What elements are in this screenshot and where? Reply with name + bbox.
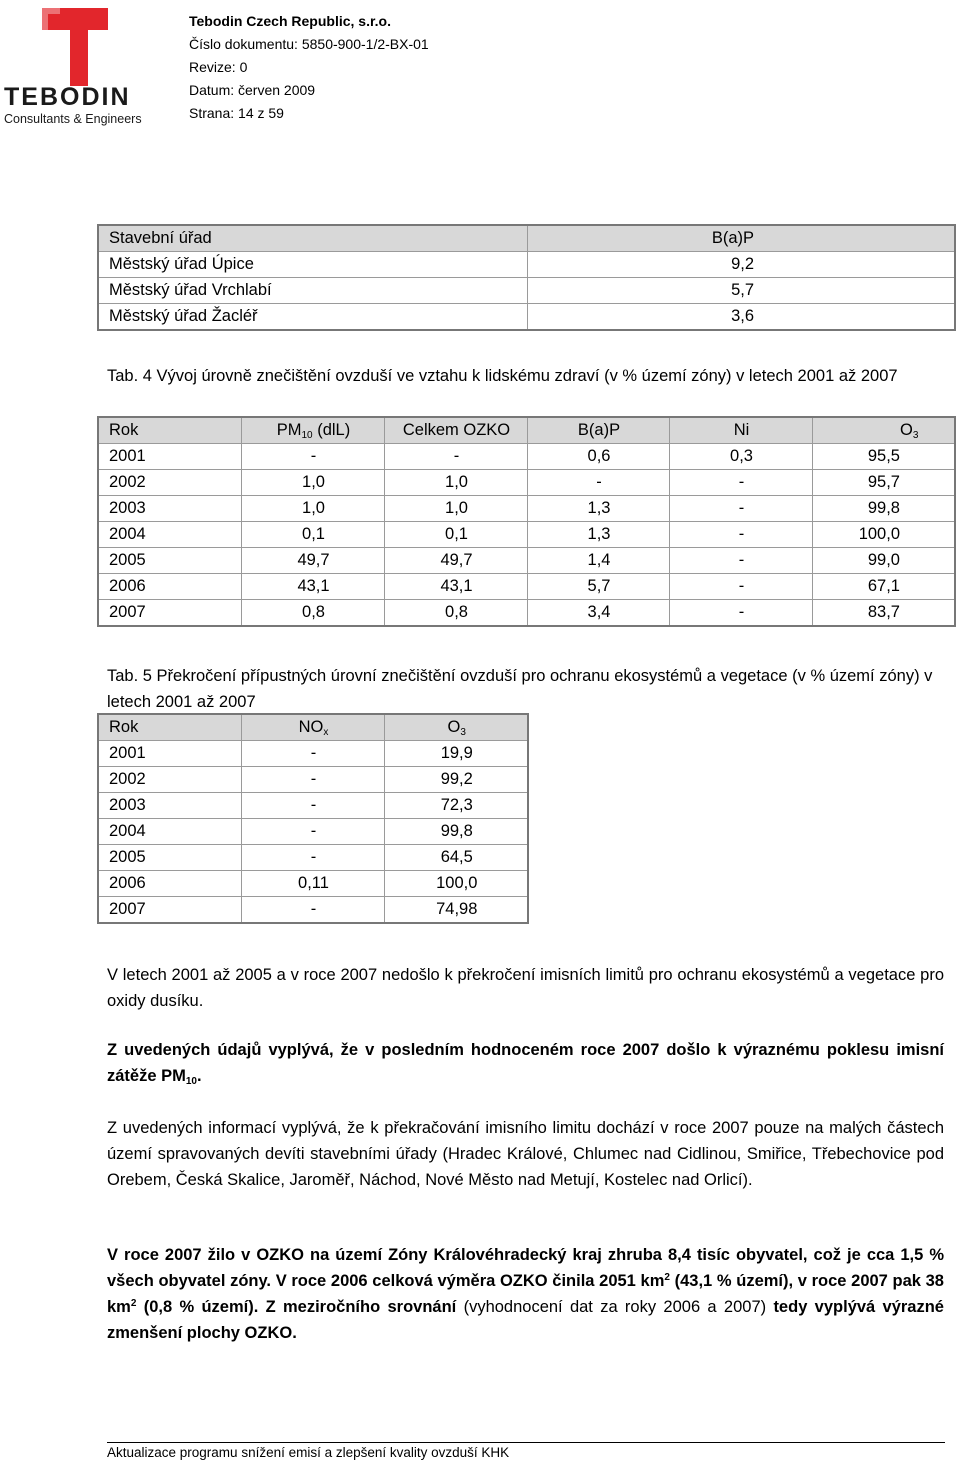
table-cell: - <box>241 444 384 470</box>
table-header-row <box>98 714 528 741</box>
table-cell: 2003 <box>98 793 241 819</box>
table-header-cell: Ni <box>669 417 812 444</box>
table-cell: 5,7 <box>527 574 669 600</box>
pm-subscript: 10 <box>301 430 313 441</box>
table-header-cell: B(a)P <box>527 225 955 252</box>
table-row <box>98 600 955 627</box>
table-row <box>98 897 528 924</box>
table-cell: 0,1 <box>384 522 527 548</box>
table-row <box>98 444 955 470</box>
table-cell: 67,1 <box>812 574 955 600</box>
table-row <box>98 767 528 793</box>
table-cell: 74,98 <box>384 897 528 924</box>
table-row <box>98 304 955 331</box>
table-row <box>98 252 955 278</box>
page-number: Strana: 14 z 59 <box>189 105 284 121</box>
table-cell: - <box>241 793 384 819</box>
table-cell: 99,8 <box>812 496 955 522</box>
document-number: Číslo dokumentu: 5850-900-1/2-BX-01 <box>189 36 429 52</box>
table-cell: 2007 <box>98 600 241 627</box>
table-row <box>98 470 955 496</box>
paragraph-nox: V letech 2001 až 2005 a v roce 2007 nedošlo k překročení imisních limitů pro ochranu ekosystémů a vegetace pro oxidy dusíku. <box>107 966 944 1010</box>
logo-tagline: Consultants & Engineers <box>4 112 142 126</box>
table-header-row <box>98 417 955 444</box>
table-cell: - <box>241 845 384 871</box>
table-cell: - <box>669 548 812 574</box>
table-header-cell: B(a)P <box>527 417 669 444</box>
table-cell: 99,8 <box>384 819 528 845</box>
table-row <box>98 496 955 522</box>
health-pollution-table <box>97 416 956 627</box>
table-cell: 9,2 <box>527 252 955 278</box>
table-cell: 1,0 <box>241 496 384 522</box>
table-header-cell <box>241 714 384 741</box>
paragraph-limit-exceedance: Z uvedených informací vyplývá, že k překračování imisního limitu dochází v roce 2007 pouze na malých částech území spravovaných devíti stavebními úřady (Hradec Králové, Chlumec nad Cidlinou, Smiřice, Třebechovice pod Orebem, Česká Skalice, Jaroměř, Náchod, Nové Město nad Metují, Kostelec nad Orlicí). <box>107 1119 944 1189</box>
table-row <box>98 278 955 304</box>
table-cell: 43,1 <box>384 574 527 600</box>
pm-unit: (dlL) <box>317 421 351 439</box>
table-header-cell <box>241 417 384 444</box>
table-cell: 2006 <box>98 574 241 600</box>
table-cell: 43,1 <box>241 574 384 600</box>
table-cell: - <box>669 574 812 600</box>
table-header-cell <box>812 417 955 444</box>
table-cell: - <box>241 767 384 793</box>
logo-mark <box>42 8 108 86</box>
table-cell: 1,0 <box>384 496 527 522</box>
ecosystem-pollution-table <box>97 713 529 924</box>
table-cell: 2001 <box>98 741 241 767</box>
document-header <box>189 10 429 125</box>
building-office-table <box>97 224 956 331</box>
table-cell: - <box>669 600 812 627</box>
table-cell: Městský úřad Vrchlabí <box>98 278 527 304</box>
o3-label: O <box>447 718 461 736</box>
table4-caption: Tab. 4 Vývoj úrovně znečištění ovzduší ve vztahu k lidskému zdraví (v % území zóny) v letech 2001 až 2007 <box>107 367 898 385</box>
table-cell: 2001 <box>98 444 241 470</box>
table-cell: 1,3 <box>527 496 669 522</box>
logo-brand: TEBODIN <box>4 83 131 111</box>
table-header-cell: Stavební úřad <box>98 225 527 252</box>
paragraph-ozko-population: V roce 2007 žilo v OZKO na území Zóny Královéhradecký kraj zhruba 8,4 tisíc obyvatel, což je cca 1,5 % všech obyvatel zóny. V roce 2006 celková výměra OZKO činila 2051 $km^2$ (43,1 % území), v roce 2007 pak 38 $km^2$ (0,8 % území). Z meziročního srovnání (vyhodnocení dat za roky 2006 a 2007) tedy vyplývá výrazné zmenšení plochy OZKO. <box>107 1246 944 1342</box>
table-cell: 2004 <box>98 522 241 548</box>
table-cell: - <box>669 496 812 522</box>
page-footer: Aktualizace programu snížení emisí a zlepšení kvality ovzduší KHK <box>107 1445 510 1460</box>
table-cell: - <box>527 470 669 496</box>
table-cell: - <box>241 819 384 845</box>
company-name: Tebodin Czech Republic, s.r.o. <box>189 13 391 29</box>
date: Datum: červen 2009 <box>189 82 316 98</box>
table-row <box>98 741 528 767</box>
table-cell: 49,7 <box>384 548 527 574</box>
table-cell: 99,0 <box>812 548 955 574</box>
table-cell: Městský úřad Úpice <box>98 252 527 278</box>
table-row <box>98 819 528 845</box>
table-cell: 100,0 <box>812 522 955 548</box>
table-row <box>98 845 528 871</box>
table-cell: - <box>669 470 812 496</box>
table-cell: 1,0 <box>384 470 527 496</box>
table-cell: 2006 <box>98 871 241 897</box>
table-cell: 3,6 <box>527 304 955 331</box>
table-cell: - <box>241 741 384 767</box>
table-row <box>98 574 955 600</box>
table-cell: 0,8 <box>384 600 527 627</box>
table-row <box>98 793 528 819</box>
table-cell: 5,7 <box>527 278 955 304</box>
table-cell: - <box>669 522 812 548</box>
table-cell: 3,4 <box>527 600 669 627</box>
pm-label: PM <box>276 421 302 439</box>
table-header-cell: Rok <box>98 417 241 444</box>
table-cell: 2002 <box>98 470 241 496</box>
table-cell: 1,0 <box>241 470 384 496</box>
paragraph-pm10-conclusion: Z uvedených údajů vyplývá, že v posledním hodnoceném roce 2007 došlo k výraznému poklesu imisní zátěže $PM_{10}$. <box>107 1041 944 1087</box>
table-cell: 72,3 <box>384 793 528 819</box>
table-header-cell: Rok <box>98 714 241 741</box>
table-row <box>98 871 528 897</box>
table-header-row <box>98 225 955 252</box>
table-cell: 100,0 <box>384 871 528 897</box>
table-cell: - <box>241 897 384 924</box>
table5-caption: Tab. 5 Překročení přípustných úrovní znečištění ovzduší pro ochranu ekosystémů a vegetace (v % území zóny) v letech 2001 až 2007 <box>107 667 933 711</box>
footer-divider <box>107 1442 945 1443</box>
table-cell: 99,2 <box>384 767 528 793</box>
o3-subscript: 3 <box>460 727 466 738</box>
table-cell: 19,9 <box>384 741 528 767</box>
table-cell: 2004 <box>98 819 241 845</box>
table-cell: 0,6 <box>527 444 669 470</box>
table-cell: 95,7 <box>812 470 955 496</box>
table-cell: 2005 <box>98 548 241 574</box>
nox-label: NO <box>298 718 324 736</box>
table-cell: 2007 <box>98 897 241 924</box>
table-cell: 0,8 <box>241 600 384 627</box>
table-row <box>98 548 955 574</box>
revision: Revize: 0 <box>189 59 248 75</box>
table-cell: Městský úřad Žacléř <box>98 304 527 331</box>
table-row <box>98 522 955 548</box>
table-cell: 2005 <box>98 845 241 871</box>
table-cell: 0,1 <box>241 522 384 548</box>
table-cell: 95,5 <box>812 444 955 470</box>
table-cell: - <box>384 444 527 470</box>
table-cell: 2003 <box>98 496 241 522</box>
table-cell: 64,5 <box>384 845 528 871</box>
table-header-cell: Celkem OZKO <box>384 417 527 444</box>
table-cell: 1,3 <box>527 522 669 548</box>
table-cell: 49,7 <box>241 548 384 574</box>
tebodin-logo <box>0 0 160 130</box>
table-header-cell <box>384 714 528 741</box>
table-cell: 1,4 <box>527 548 669 574</box>
o3-subscript: 3 <box>912 430 919 441</box>
table-cell: 0,3 <box>669 444 812 470</box>
table-cell: 2002 <box>98 767 241 793</box>
o3-label: O <box>900 421 913 439</box>
table-cell: 83,7 <box>812 600 955 627</box>
nox-subscript: x <box>323 727 329 738</box>
table-cell: 0,11 <box>241 871 384 897</box>
